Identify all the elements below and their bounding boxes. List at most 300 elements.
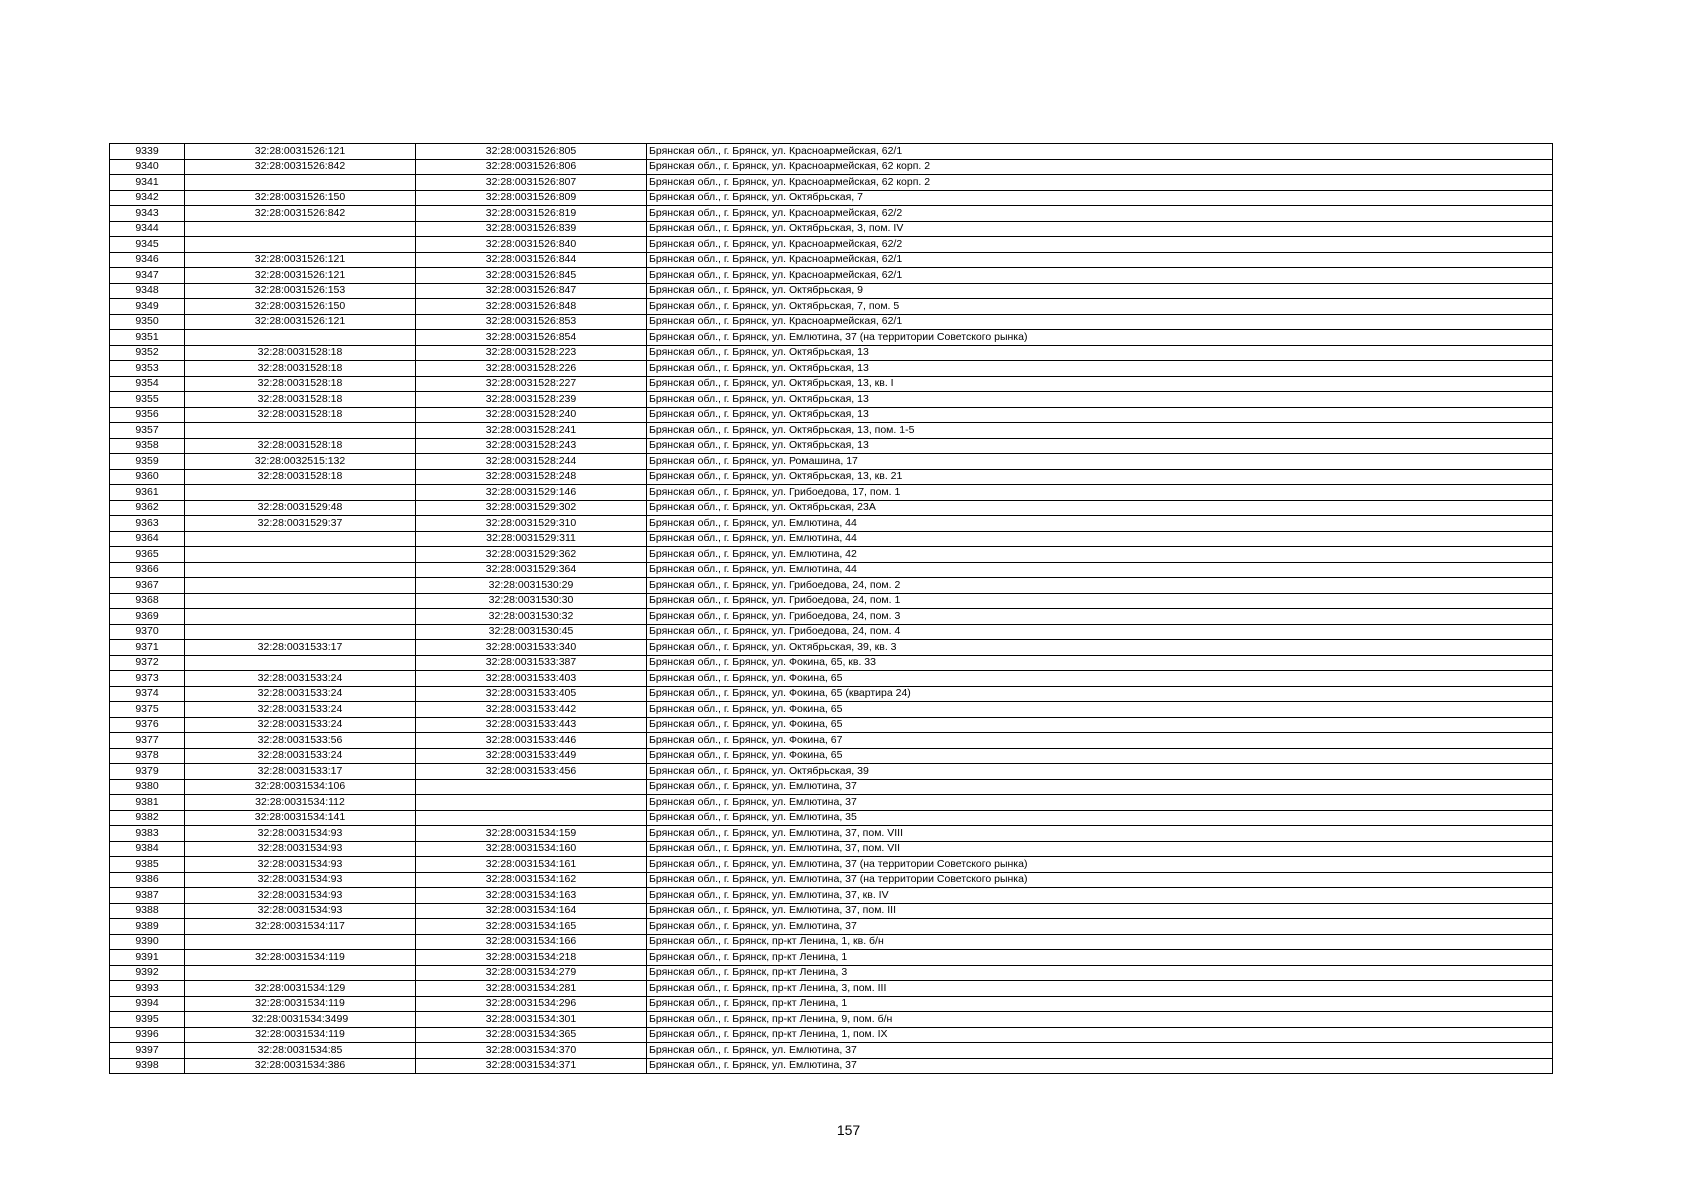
registry-table-container — [109, 143, 1552, 1074]
table-row — [110, 376, 1553, 392]
row-number-cell: 9353 — [110, 361, 185, 377]
registry-table — [109, 143, 1553, 1074]
address-cell: Брянская обл., г. Брянск, ул. Емлютина, 37 — [647, 1043, 1553, 1059]
parent-cadastral-cell — [185, 485, 416, 501]
row-number-cell: 9362 — [110, 500, 185, 516]
address-cell: Брянская обл., г. Брянск, пр-кт Ленина, 9, пом. б/н — [647, 1012, 1553, 1028]
table-row — [110, 485, 1553, 501]
address-cell: Брянская обл., г. Брянск, ул. Грибоедова, 24, пом. 1 — [647, 593, 1553, 609]
cadastral-number-cell: 32:28:0031528:223 — [416, 345, 647, 361]
row-number-cell: 9355 — [110, 392, 185, 408]
cadastral-number-cell: 32:28:0031528:241 — [416, 423, 647, 439]
address-cell: Брянская обл., г. Брянск, ул. Грибоедова, 24, пом. 4 — [647, 624, 1553, 640]
row-number-cell: 9345 — [110, 237, 185, 253]
cadastral-number-cell: 32:28:0031534:160 — [416, 841, 647, 857]
table-row — [110, 1058, 1553, 1074]
cadastral-number-cell: 32:28:0031530:45 — [416, 624, 647, 640]
table-row — [110, 454, 1553, 470]
address-cell: Брянская обл., г. Брянск, ул. Октябрьская, 13 — [647, 392, 1553, 408]
table-row — [110, 469, 1553, 485]
row-number-cell: 9379 — [110, 764, 185, 780]
table-row — [110, 996, 1553, 1012]
table-row — [110, 361, 1553, 377]
row-number-cell: 9389 — [110, 919, 185, 935]
registry-table-body — [110, 144, 1553, 1074]
row-number-cell: 9348 — [110, 283, 185, 299]
cadastral-number-cell: 32:28:0031534:365 — [416, 1027, 647, 1043]
parent-cadastral-cell: 32:28:0031533:24 — [185, 717, 416, 733]
address-cell: Брянская обл., г. Брянск, ул. Октябрьская, 13 — [647, 407, 1553, 423]
parent-cadastral-cell: 32:28:0031528:18 — [185, 345, 416, 361]
row-number-cell: 9368 — [110, 593, 185, 609]
row-number-cell: 9390 — [110, 934, 185, 950]
table-row — [110, 981, 1553, 997]
address-cell: Брянская обл., г. Брянск, ул. Емлютина, 37 — [647, 1058, 1553, 1074]
address-cell: Брянская обл., г. Брянск, ул. Емлютина, 37 (на территории Советского рынка) — [647, 330, 1553, 346]
parent-cadastral-cell: 32:28:0031526:150 — [185, 299, 416, 315]
table-row — [110, 299, 1553, 315]
parent-cadastral-cell: 32:28:0031534:3499 — [185, 1012, 416, 1028]
row-number-cell: 9339 — [110, 144, 185, 160]
table-row — [110, 826, 1553, 842]
parent-cadastral-cell — [185, 531, 416, 547]
table-row — [110, 547, 1553, 563]
parent-cadastral-cell — [185, 175, 416, 191]
row-number-cell: 9372 — [110, 655, 185, 671]
address-cell: Брянская обл., г. Брянск, ул. Емлютина, 35 — [647, 810, 1553, 826]
address-cell: Брянская обл., г. Брянск, ул. Октябрьская, 7, пом. 5 — [647, 299, 1553, 315]
cadastral-number-cell: 32:28:0031526:807 — [416, 175, 647, 191]
cadastral-number-cell: 32:28:0031529:146 — [416, 485, 647, 501]
cadastral-number-cell: 32:28:0031534:164 — [416, 903, 647, 919]
parent-cadastral-cell: 32:28:0031526:842 — [185, 159, 416, 175]
cadastral-number-cell: 32:28:0031529:311 — [416, 531, 647, 547]
parent-cadastral-cell: 32:28:0031528:18 — [185, 361, 416, 377]
parent-cadastral-cell: 32:28:0031534:386 — [185, 1058, 416, 1074]
table-row — [110, 268, 1553, 284]
address-cell: Брянская обл., г. Брянск, ул. Красноармейская, 62/1 — [647, 252, 1553, 268]
row-number-cell: 9361 — [110, 485, 185, 501]
address-cell: Брянская обл., г. Брянск, ул. Красноармейская, 62 корп. 2 — [647, 159, 1553, 175]
cadastral-number-cell: 32:28:0031528:248 — [416, 469, 647, 485]
row-number-cell: 9369 — [110, 609, 185, 625]
cadastral-number-cell: 32:28:0031534:161 — [416, 857, 647, 873]
address-cell: Брянская обл., г. Брянск, ул. Фокина, 65 — [647, 702, 1553, 718]
cadastral-number-cell: 32:28:0031529:364 — [416, 562, 647, 578]
parent-cadastral-cell: 32:28:0031533:24 — [185, 702, 416, 718]
table-row — [110, 624, 1553, 640]
address-cell: Брянская обл., г. Брянск, пр-кт Ленина, 3, пом. III — [647, 981, 1553, 997]
address-cell: Брянская обл., г. Брянск, пр-кт Ленина, 1, пом. IX — [647, 1027, 1553, 1043]
table-row — [110, 795, 1553, 811]
cadastral-number-cell: 32:28:0031528:243 — [416, 438, 647, 454]
table-row — [110, 733, 1553, 749]
table-row — [110, 175, 1553, 191]
address-cell: Брянская обл., г. Брянск, ул. Емлютина, 37 — [647, 779, 1553, 795]
cadastral-number-cell: 32:28:0031528:227 — [416, 376, 647, 392]
row-number-cell: 9380 — [110, 779, 185, 795]
address-cell: Брянская обл., г. Брянск, ул. Емлютина, 37, кв. IV — [647, 888, 1553, 904]
table-row — [110, 206, 1553, 222]
parent-cadastral-cell — [185, 609, 416, 625]
cadastral-number-cell: 32:28:0031526:844 — [416, 252, 647, 268]
cadastral-number-cell — [416, 810, 647, 826]
table-row — [110, 841, 1553, 857]
table-row — [110, 764, 1553, 780]
row-number-cell: 9340 — [110, 159, 185, 175]
parent-cadastral-cell: 32:28:0031528:18 — [185, 469, 416, 485]
parent-cadastral-cell: 32:28:0031533:24 — [185, 671, 416, 687]
row-number-cell: 9392 — [110, 965, 185, 981]
row-number-cell: 9394 — [110, 996, 185, 1012]
parent-cadastral-cell — [185, 624, 416, 640]
table-row — [110, 562, 1553, 578]
parent-cadastral-cell: 32:28:0031529:37 — [185, 516, 416, 532]
cadastral-number-cell: 32:28:0031533:387 — [416, 655, 647, 671]
row-number-cell: 9349 — [110, 299, 185, 315]
table-row — [110, 159, 1553, 175]
row-number-cell: 9376 — [110, 717, 185, 733]
row-number-cell: 9354 — [110, 376, 185, 392]
row-number-cell: 9395 — [110, 1012, 185, 1028]
parent-cadastral-cell: 32:28:0031526:842 — [185, 206, 416, 222]
address-cell: Брянская обл., г. Брянск, ул. Октябрьская, 39 — [647, 764, 1553, 780]
row-number-cell: 9391 — [110, 950, 185, 966]
row-number-cell: 9371 — [110, 640, 185, 656]
address-cell: Брянская обл., г. Брянск, ул. Емлютина, 37 (на территории Советского рынка) — [647, 857, 1553, 873]
row-number-cell: 9363 — [110, 516, 185, 532]
address-cell: Брянская обл., г. Брянск, ул. Грибоедова, 24, пом. 2 — [647, 578, 1553, 594]
table-row — [110, 252, 1553, 268]
table-row — [110, 407, 1553, 423]
parent-cadastral-cell: 32:28:0031534:93 — [185, 888, 416, 904]
cadastral-number-cell: 32:28:0031529:362 — [416, 547, 647, 563]
cadastral-number-cell: 32:28:0031534:166 — [416, 934, 647, 950]
row-number-cell: 9385 — [110, 857, 185, 873]
parent-cadastral-cell — [185, 934, 416, 950]
table-row — [110, 516, 1553, 532]
table-row — [110, 888, 1553, 904]
table-row — [110, 283, 1553, 299]
cadastral-number-cell: 32:28:0031533:442 — [416, 702, 647, 718]
table-row — [110, 330, 1553, 346]
cadastral-number-cell: 32:28:0031534:218 — [416, 950, 647, 966]
address-cell: Брянская обл., г. Брянск, ул. Октябрьская, 7 — [647, 190, 1553, 206]
parent-cadastral-cell: 32:28:0031534:85 — [185, 1043, 416, 1059]
cadastral-number-cell: 32:28:0031533:340 — [416, 640, 647, 656]
table-row — [110, 1043, 1553, 1059]
parent-cadastral-cell — [185, 562, 416, 578]
parent-cadastral-cell: 32:28:0031534:129 — [185, 981, 416, 997]
parent-cadastral-cell: 32:28:0031526:121 — [185, 144, 416, 160]
table-row — [110, 221, 1553, 237]
cadastral-number-cell: 32:28:0031534:163 — [416, 888, 647, 904]
address-cell: Брянская обл., г. Брянск, ул. Емлютина, 37 — [647, 919, 1553, 935]
parent-cadastral-cell: 32:28:0031528:18 — [185, 376, 416, 392]
row-number-cell: 9364 — [110, 531, 185, 547]
address-cell: Брянская обл., г. Брянск, ул. Октябрьская, 3, пом. IV — [647, 221, 1553, 237]
table-row — [110, 423, 1553, 439]
cadastral-number-cell: 32:28:0031534:371 — [416, 1058, 647, 1074]
row-number-cell: 9351 — [110, 330, 185, 346]
address-cell: Брянская обл., г. Брянск, ул. Емлютина, 37, пом. III — [647, 903, 1553, 919]
table-row — [110, 392, 1553, 408]
address-cell: Брянская обл., г. Брянск, ул. Красноармейская, 62/1 — [647, 144, 1553, 160]
parent-cadastral-cell: 32:28:0031533:24 — [185, 748, 416, 764]
parent-cadastral-cell: 32:28:0031534:141 — [185, 810, 416, 826]
address-cell: Брянская обл., г. Брянск, ул. Фокина, 65 (квартира 24) — [647, 686, 1553, 702]
parent-cadastral-cell — [185, 593, 416, 609]
table-row — [110, 872, 1553, 888]
parent-cadastral-cell: 32:28:0031534:119 — [185, 1027, 416, 1043]
address-cell: Брянская обл., г. Брянск, пр-кт Ленина, 1 — [647, 996, 1553, 1012]
address-cell: Брянская обл., г. Брянск, ул. Фокина, 65 — [647, 671, 1553, 687]
row-number-cell: 9344 — [110, 221, 185, 237]
address-cell: Брянская обл., г. Брянск, ул. Красноармейская, 62/1 — [647, 268, 1553, 284]
parent-cadastral-cell: 32:28:0031526:121 — [185, 268, 416, 284]
cadastral-number-cell — [416, 795, 647, 811]
row-number-cell: 9360 — [110, 469, 185, 485]
table-row — [110, 190, 1553, 206]
address-cell: Брянская обл., г. Брянск, ул. Емлютина, 42 — [647, 547, 1553, 563]
parent-cadastral-cell: 32:28:0031526:153 — [185, 283, 416, 299]
row-number-cell: 9387 — [110, 888, 185, 904]
parent-cadastral-cell: 32:28:0031534:93 — [185, 903, 416, 919]
address-cell: Брянская обл., г. Брянск, ул. Октябрьская, 13 — [647, 438, 1553, 454]
parent-cadastral-cell — [185, 578, 416, 594]
parent-cadastral-cell — [185, 221, 416, 237]
row-number-cell: 9386 — [110, 872, 185, 888]
table-row — [110, 903, 1553, 919]
address-cell: Брянская обл., г. Брянск, ул. Грибоедова, 17, пом. 1 — [647, 485, 1553, 501]
parent-cadastral-cell: 32:28:0031533:17 — [185, 764, 416, 780]
row-number-cell: 9375 — [110, 702, 185, 718]
table-row — [110, 702, 1553, 718]
table-row — [110, 531, 1553, 547]
cadastral-number-cell: 32:28:0031533:449 — [416, 748, 647, 764]
address-cell: Брянская обл., г. Брянск, ул. Красноармейская, 62/1 — [647, 314, 1553, 330]
row-number-cell: 9377 — [110, 733, 185, 749]
cadastral-number-cell: 32:28:0031534:370 — [416, 1043, 647, 1059]
cadastral-number-cell: 32:28:0031526:845 — [416, 268, 647, 284]
row-number-cell: 9381 — [110, 795, 185, 811]
parent-cadastral-cell: 32:28:0031534:93 — [185, 857, 416, 873]
parent-cadastral-cell: 32:28:0031534:117 — [185, 919, 416, 935]
address-cell: Брянская обл., г. Брянск, ул. Емлютина, 44 — [647, 531, 1553, 547]
cadastral-number-cell: 32:28:0031534:301 — [416, 1012, 647, 1028]
cadastral-number-cell: 32:28:0031526:853 — [416, 314, 647, 330]
parent-cadastral-cell: 32:28:0031534:106 — [185, 779, 416, 795]
row-number-cell: 9382 — [110, 810, 185, 826]
parent-cadastral-cell: 32:28:0031526:150 — [185, 190, 416, 206]
address-cell: Брянская обл., г. Брянск, ул. Емлютина, 44 — [647, 516, 1553, 532]
address-cell: Брянская обл., г. Брянск, ул. Фокина, 65 — [647, 748, 1553, 764]
cadastral-number-cell: 32:28:0031526:805 — [416, 144, 647, 160]
parent-cadastral-cell — [185, 423, 416, 439]
cadastral-number-cell: 32:28:0031528:240 — [416, 407, 647, 423]
cadastral-number-cell — [416, 779, 647, 795]
address-cell: Брянская обл., г. Брянск, пр-кт Ленина, 3 — [647, 965, 1553, 981]
address-cell: Брянская обл., г. Брянск, ул. Емлютина, 37, пом. VII — [647, 841, 1553, 857]
parent-cadastral-cell: 32:28:0031529:48 — [185, 500, 416, 516]
address-cell: Брянская обл., г. Брянск, ул. Октябрьская, 13, пом. 1-5 — [647, 423, 1553, 439]
address-cell: Брянская обл., г. Брянск, ул. Красноармейская, 62/2 — [647, 237, 1553, 253]
table-row — [110, 1012, 1553, 1028]
parent-cadastral-cell: 32:28:0031533:56 — [185, 733, 416, 749]
row-number-cell: 9398 — [110, 1058, 185, 1074]
row-number-cell: 9388 — [110, 903, 185, 919]
parent-cadastral-cell — [185, 237, 416, 253]
row-number-cell: 9342 — [110, 190, 185, 206]
table-row — [110, 345, 1553, 361]
cadastral-number-cell: 32:28:0031526:847 — [416, 283, 647, 299]
row-number-cell: 9378 — [110, 748, 185, 764]
cadastral-number-cell: 32:28:0031530:32 — [416, 609, 647, 625]
address-cell: Брянская обл., г. Брянск, ул. Октябрьская, 39, кв. 3 — [647, 640, 1553, 656]
table-row — [110, 144, 1553, 160]
parent-cadastral-cell: 32:28:0031526:121 — [185, 252, 416, 268]
table-row — [110, 934, 1553, 950]
parent-cadastral-cell: 32:28:0031528:18 — [185, 438, 416, 454]
cadastral-number-cell: 32:28:0031533:405 — [416, 686, 647, 702]
row-number-cell: 9373 — [110, 671, 185, 687]
address-cell: Брянская обл., г. Брянск, пр-кт Ленина, 1 — [647, 950, 1553, 966]
address-cell: Брянская обл., г. Брянск, ул. Красноармейская, 62/2 — [647, 206, 1553, 222]
row-number-cell: 9365 — [110, 547, 185, 563]
address-cell: Брянская обл., г. Брянск, ул. Октябрьская, 13, кв. 21 — [647, 469, 1553, 485]
table-row — [110, 593, 1553, 609]
address-cell: Брянская обл., г. Брянск, ул. Красноармейская, 62 корп. 2 — [647, 175, 1553, 191]
table-row — [110, 919, 1553, 935]
cadastral-number-cell: 32:28:0031534:281 — [416, 981, 647, 997]
address-cell: Брянская обл., г. Брянск, ул. Октябрьская, 13 — [647, 345, 1553, 361]
cadastral-number-cell: 32:28:0031526:809 — [416, 190, 647, 206]
row-number-cell: 9350 — [110, 314, 185, 330]
cadastral-number-cell: 32:28:0031528:244 — [416, 454, 647, 470]
address-cell: Брянская обл., г. Брянск, ул. Емлютина, 37, пом. VIII — [647, 826, 1553, 842]
row-number-cell: 9383 — [110, 826, 185, 842]
address-cell: Брянская обл., г. Брянск, ул. Октябрьская, 23А — [647, 500, 1553, 516]
row-number-cell: 9384 — [110, 841, 185, 857]
table-row — [110, 965, 1553, 981]
cadastral-number-cell: 32:28:0031530:29 — [416, 578, 647, 594]
row-number-cell: 9366 — [110, 562, 185, 578]
parent-cadastral-cell — [185, 330, 416, 346]
row-number-cell: 9341 — [110, 175, 185, 191]
address-cell: Брянская обл., г. Брянск, ул. Емлютина, 44 — [647, 562, 1553, 578]
table-row — [110, 717, 1553, 733]
row-number-cell: 9346 — [110, 252, 185, 268]
cadastral-number-cell: 32:28:0031526:806 — [416, 159, 647, 175]
address-cell: Брянская обл., г. Брянск, ул. Емлютина, 37 — [647, 795, 1553, 811]
cadastral-number-cell: 32:28:0031529:310 — [416, 516, 647, 532]
parent-cadastral-cell: 32:28:0032515:132 — [185, 454, 416, 470]
address-cell: Брянская обл., г. Брянск, пр-кт Ленина, 1, кв. б/н — [647, 934, 1553, 950]
row-number-cell: 9374 — [110, 686, 185, 702]
cadastral-number-cell: 32:28:0031529:302 — [416, 500, 647, 516]
table-row — [110, 655, 1553, 671]
parent-cadastral-cell: 32:28:0031533:17 — [185, 640, 416, 656]
row-number-cell: 9370 — [110, 624, 185, 640]
table-row — [110, 671, 1553, 687]
row-number-cell: 9343 — [110, 206, 185, 222]
address-cell: Брянская обл., г. Брянск, ул. Грибоедова, 24, пом. 3 — [647, 609, 1553, 625]
parent-cadastral-cell: 32:28:0031534:93 — [185, 826, 416, 842]
cadastral-number-cell: 32:28:0031526:854 — [416, 330, 647, 346]
table-row — [110, 609, 1553, 625]
cadastral-number-cell: 32:28:0031534:279 — [416, 965, 647, 981]
table-row — [110, 578, 1553, 594]
address-cell: Брянская обл., г. Брянск, ул. Октябрьская, 13 — [647, 361, 1553, 377]
row-number-cell: 9358 — [110, 438, 185, 454]
row-number-cell: 9393 — [110, 981, 185, 997]
table-row — [110, 810, 1553, 826]
parent-cadastral-cell: 32:28:0031534:119 — [185, 996, 416, 1012]
table-row — [110, 640, 1553, 656]
table-row — [110, 686, 1553, 702]
parent-cadastral-cell: 32:28:0031534:112 — [185, 795, 416, 811]
table-row — [110, 438, 1553, 454]
row-number-cell: 9397 — [110, 1043, 185, 1059]
parent-cadastral-cell: 32:28:0031528:18 — [185, 392, 416, 408]
parent-cadastral-cell — [185, 655, 416, 671]
table-row — [110, 314, 1553, 330]
cadastral-number-cell: 32:28:0031528:226 — [416, 361, 647, 377]
table-row — [110, 500, 1553, 516]
cadastral-number-cell: 32:28:0031526:848 — [416, 299, 647, 315]
cadastral-number-cell: 32:28:0031526:840 — [416, 237, 647, 253]
table-row — [110, 748, 1553, 764]
row-number-cell: 9356 — [110, 407, 185, 423]
address-cell: Брянская обл., г. Брянск, ул. Фокина, 65, кв. 33 — [647, 655, 1553, 671]
parent-cadastral-cell — [185, 965, 416, 981]
cadastral-number-cell: 32:28:0031533:403 — [416, 671, 647, 687]
cadastral-number-cell: 32:28:0031530:30 — [416, 593, 647, 609]
parent-cadastral-cell: 32:28:0031533:24 — [185, 686, 416, 702]
cadastral-number-cell: 32:28:0031533:456 — [416, 764, 647, 780]
parent-cadastral-cell: 32:28:0031534:93 — [185, 872, 416, 888]
address-cell: Брянская обл., г. Брянск, ул. Октябрьская, 13, кв. I — [647, 376, 1553, 392]
row-number-cell: 9352 — [110, 345, 185, 361]
parent-cadastral-cell: 32:28:0031526:121 — [185, 314, 416, 330]
parent-cadastral-cell — [185, 547, 416, 563]
address-cell: Брянская обл., г. Брянск, ул. Октябрьская, 9 — [647, 283, 1553, 299]
address-cell: Брянская обл., г. Брянск, ул. Ромашина, 17 — [647, 454, 1553, 470]
table-row — [110, 1027, 1553, 1043]
row-number-cell: 9357 — [110, 423, 185, 439]
parent-cadastral-cell: 32:28:0031528:18 — [185, 407, 416, 423]
cadastral-number-cell: 32:28:0031526:839 — [416, 221, 647, 237]
cadastral-number-cell: 32:28:0031526:819 — [416, 206, 647, 222]
table-row — [110, 237, 1553, 253]
row-number-cell: 9396 — [110, 1027, 185, 1043]
address-cell: Брянская обл., г. Брянск, ул. Емлютина, 37 (на территории Советского рынка) — [647, 872, 1553, 888]
table-row — [110, 779, 1553, 795]
page-number: 157 — [836, 1122, 861, 1138]
cadastral-number-cell: 32:28:0031534:159 — [416, 826, 647, 842]
row-number-cell: 9359 — [110, 454, 185, 470]
parent-cadastral-cell: 32:28:0031534:93 — [185, 841, 416, 857]
cadastral-number-cell: 32:28:0031533:443 — [416, 717, 647, 733]
cadastral-number-cell: 32:28:0031533:446 — [416, 733, 647, 749]
row-number-cell: 9347 — [110, 268, 185, 284]
row-number-cell: 9367 — [110, 578, 185, 594]
cadastral-number-cell: 32:28:0031528:239 — [416, 392, 647, 408]
cadastral-number-cell: 32:28:0031534:162 — [416, 872, 647, 888]
cadastral-number-cell: 32:28:0031534:165 — [416, 919, 647, 935]
table-row — [110, 950, 1553, 966]
table-row — [110, 857, 1553, 873]
